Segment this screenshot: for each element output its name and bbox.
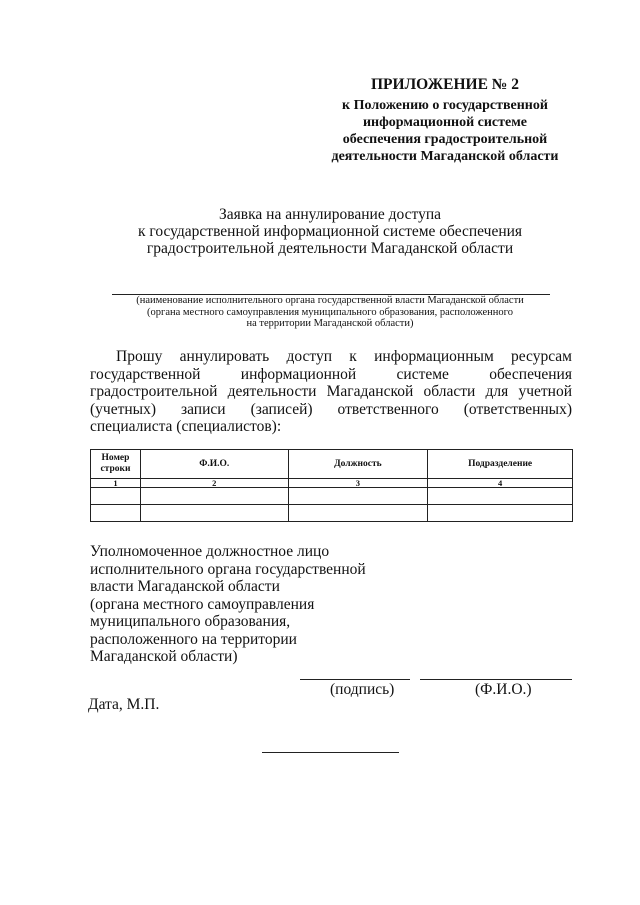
official-line: (органа местного самоуправления — [90, 595, 315, 613]
official-line: расположенного на территории — [90, 630, 297, 648]
fio-label: (Ф.И.О.) — [475, 681, 532, 698]
table-header-cell: Номер строки — [91, 450, 141, 479]
table-number-cell: 2 — [140, 479, 288, 488]
table-cell — [140, 505, 288, 522]
specialists-table — [90, 449, 573, 522]
request-paragraph: Прошу аннулировать доступ к информационным ресурсам государственной информационной системе обеспечения градостроительной деятельности Магаданской области для учетной (учетных) записи (записей) ответственного (ответственных) специалиста (специалистов): — [90, 348, 572, 435]
authority-note-line: (органа местного самоуправления муниципального образования, расположенного — [147, 306, 513, 318]
table-cell — [91, 505, 141, 522]
bottom-line — [262, 752, 399, 753]
application-title-line: к государственной информационной системе обеспечения — [137, 223, 523, 240]
table-number-cell: 1 — [91, 479, 141, 488]
application-title-line: градостроительной деятельности Магаданской области — [146, 240, 514, 257]
authorized-official-block — [90, 543, 390, 666]
official-line: Уполномоченное должностное лицо — [90, 543, 330, 560]
official-line: исполнительного органа государственной — [90, 560, 366, 578]
table-cell — [91, 488, 141, 505]
table-cell — [428, 505, 573, 522]
authority-note-line: (наименование исполнительного органа государственной власти Магаданской области — [136, 295, 524, 306]
authority-note — [100, 295, 560, 330]
application-title — [60, 206, 600, 257]
appendix-line: к Положению о государственной — [342, 98, 548, 113]
table-header-row — [91, 450, 573, 479]
application-title-line: Заявка на аннулирование доступа — [219, 206, 441, 223]
official-line: власти Магаданской области — [90, 578, 280, 595]
table-cell — [428, 488, 573, 505]
appendix-title: ПРИЛОЖЕНИЕ № 2 — [371, 76, 519, 93]
fio-line — [420, 679, 572, 680]
table-cell — [288, 488, 428, 505]
table-number-cell: 4 — [428, 479, 573, 488]
table-cell — [140, 488, 288, 505]
official-line: муниципального образования, — [90, 613, 291, 630]
appendix-line: информационной системе — [362, 115, 527, 130]
table-numbers-row — [91, 479, 573, 488]
signature-line — [300, 679, 410, 680]
table-header-cell: Ф.И.О. — [140, 450, 288, 479]
table-number-cell: 3 — [288, 479, 428, 488]
table-row — [91, 488, 573, 505]
table-header-cell: Подразделение — [428, 450, 573, 479]
date-stamp-label: Дата, М.П. — [88, 696, 160, 713]
authority-note-line: на территории Магаданской области) — [246, 318, 414, 329]
appendix-line: обеспечения градостроительной — [342, 132, 548, 147]
table-cell — [288, 505, 428, 522]
table-row — [91, 505, 573, 522]
table-header-cell: Должность — [288, 450, 428, 479]
appendix-line: деятельности Магаданской области — [331, 149, 559, 164]
appendix-header — [300, 76, 590, 165]
signature-label: (подпись) — [330, 681, 395, 698]
official-line: Магаданской области) — [90, 648, 238, 665]
